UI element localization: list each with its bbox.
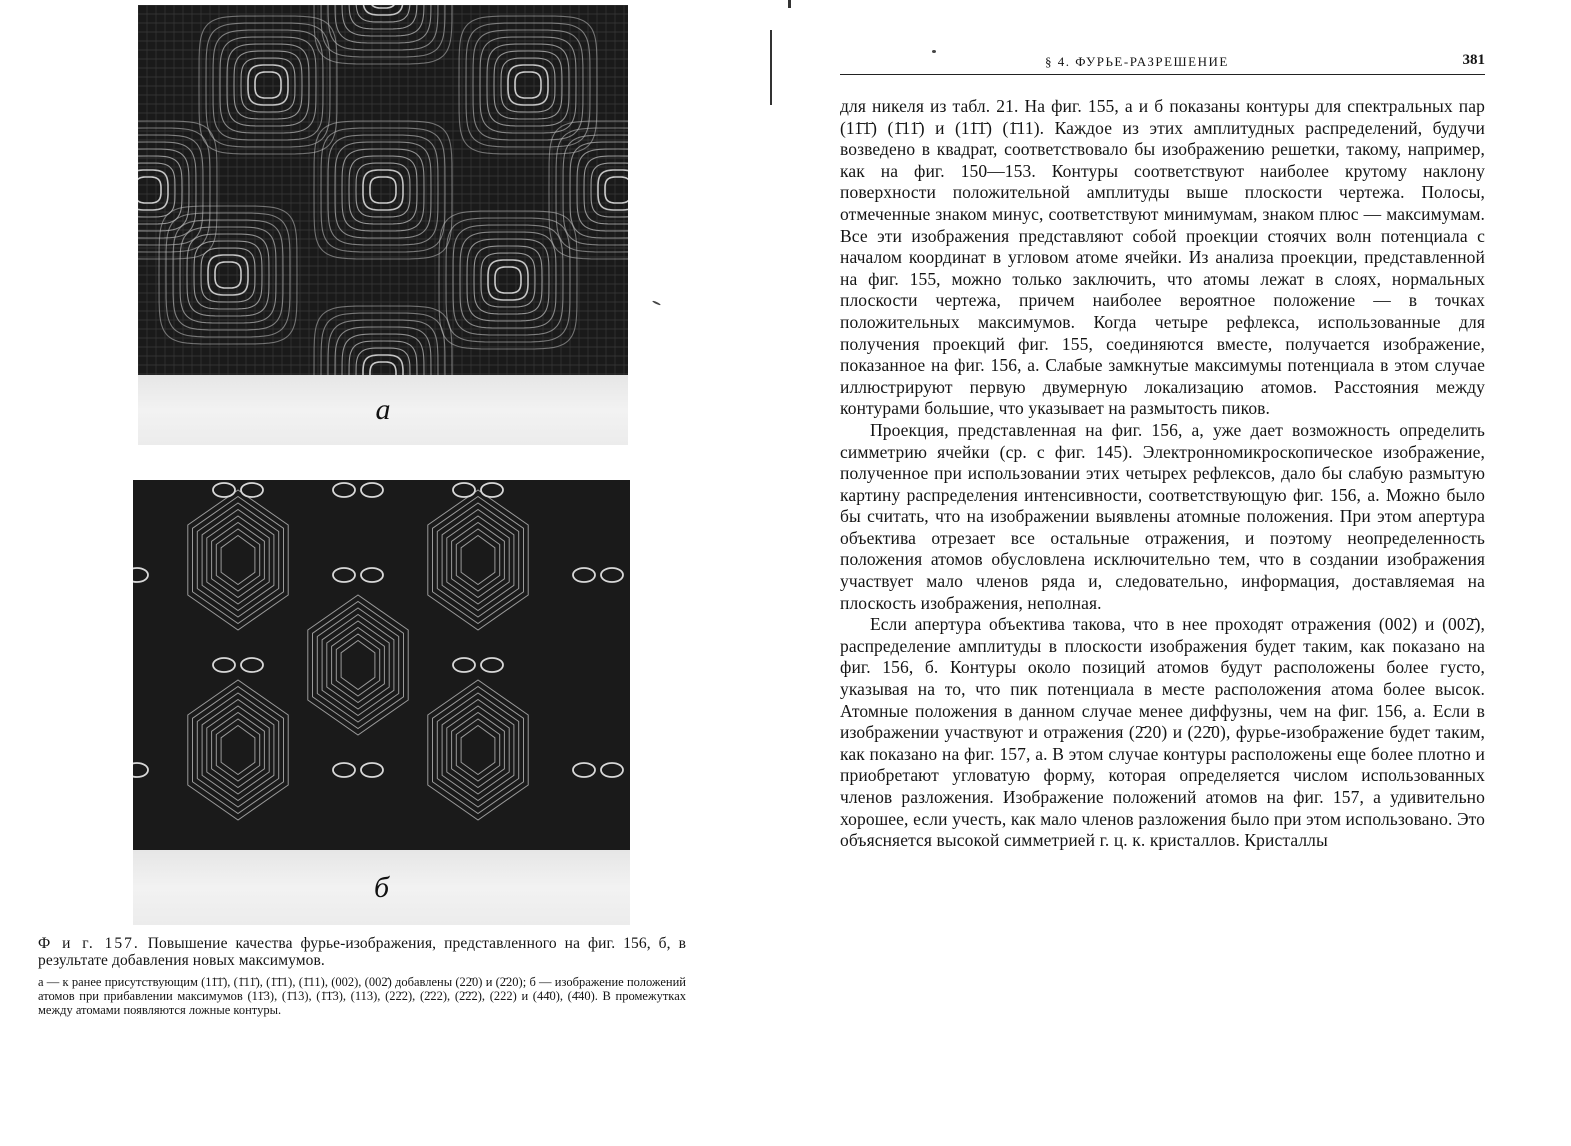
scan-speck (652, 300, 661, 306)
binding-mark-line (770, 30, 772, 105)
contour-image-b (133, 480, 630, 850)
contour-set (188, 490, 288, 630)
lobe-pair (333, 483, 383, 497)
lobe-pair (133, 568, 148, 582)
right-page (780, 0, 1571, 1146)
paragraph-1: для никеля из табл. 21. На фиг. 155, а и б показаны контуры для спектральных пар (11̄1̄) (1̄11̄) и (11̄1̄) (1̄11). Каждое из этих амплитудных распределений, будучи возведено в квадрат, соответствовало бы изображению решетки, такому, например, как на фиг. 150—153. Контуры соответствуют наиболее крутому наклону поверхности положительной амплитуды выше плоскости чертежа. Полосы, отмеченные знаком минус, соответствуют минимумам, знаком плюс — максимумам. Все эти изображения представляют собой проекции стоячих волн потенциала с началом координат в угловом атоме ячейки. Из анализа проекции, представленной на фиг. 155, можно только заключить, что атомы лежат в слоях, нормальных плоскости чертежа, причем наиболее вероятное положение — в точках положительных максимумов. Когда четыре рефлекса, использованные для получения проекций фиг. 155, соединяются вместе, получается изображение, показанное на фиг. 156, а. Слабые замкнутые максимумы потенциала в этом случае иллюстрируют первую двумерную локализацию атомов. Расстояния между контурами большие, что указывает на размытость пиков. (840, 96, 1485, 419)
lobe-pair (333, 568, 383, 582)
paragraph-2: Проекция, представленная на фиг. 156, а, уже дает возможность определить симметрию ячейки (ср. с фиг. 145). Электронномикроскопическое изображение, полученное при использовании этих четырех рефлексов, дало бы слабую размытую картину распределения интенсивности, соответствующую фиг. 156, а. Можно было бы считать, что на изображении выявлены атомные положения. При этом апертура объектива отрезает все остальные отражения, и поэтому неопределенность положения атомов обусловлена исключительно тем, что в создании изображения участвует мало членов ряда и, следовательно, информация, доставляемая на плоскость изображения, неполная. (840, 419, 1485, 613)
running-header (840, 50, 1485, 75)
caption-title-text: Повышение качества фурье-изображения, представленного на фиг. 156, б, в результате добавления новых максимумов. (38, 935, 687, 969)
panel-b-label: б (373, 870, 390, 904)
body-text (840, 96, 1485, 852)
contour-set (428, 490, 528, 630)
lobe-pair (213, 658, 263, 672)
figure-caption (38, 935, 686, 1017)
section-title: § 4. ФУРЬЕ-РАЗРЕШЕНИЕ (1045, 54, 1229, 69)
contour-set (439, 211, 577, 349)
contour-set (428, 680, 528, 820)
lobe-pair (573, 568, 623, 582)
caption-figure-number: Ф и г. 157. (38, 935, 140, 952)
contour-plot-b (133, 480, 630, 850)
page-number: 381 (1462, 52, 1485, 68)
contour-set (188, 680, 288, 820)
panel-b-label-strip (133, 850, 630, 925)
contour-set (314, 121, 452, 259)
contour-image-a (138, 5, 628, 375)
figure-157-panel-b (133, 480, 630, 925)
caption-description: а — к ранее присутствующим (11̄1̄), (1̄11̄), (1̄1̄1), (1̄11), (002), (002̄) добавлены (22̄0) и (2̄20); б — изображение положений атомов при прибавлении максимумов (11̄3), (1̄13), (1̄1̄3), (113), (22̄2), (2̄22), (2̄2̄2), (222) и (44̄0), (4̄40). В промежутках между атомами появляются ложные контуры. (38, 975, 686, 1017)
paragraph-3: Если апертура объектива такова, что в нее проходят отражения (002) и (002̄), распределение амплитуды в плоскости изображения будет таким, как показано на фиг. 156, б. Контуры около позиций атомов будут расположены более густо, указывая на то, что пик потенциала в месте расположения атома более высок. Атомные положения в данном случае менее диффузны, чем на фиг. 156, а. Если в изображении участвуют и отражения (2̄20) и (22̄0), фурье-изображение будет таким, как показано на фиг. 157, а. В этом случае контуры расположены еще более плотно и приобретают угловатую форму, которая определяется числом использованных членов разложения. Изображение положений атомов на фиг. 157, а удивительно хорошее, если учесть, как мало членов разложения было при этом использовано. Это объясняется высокой симметрией г. ц. к. кристаллов. Кристаллы (840, 614, 1485, 851)
contour-set (199, 16, 337, 154)
lobe-pair (453, 658, 503, 672)
left-page (0, 0, 760, 1146)
contour-plot-a (138, 5, 628, 375)
lobe-pair (573, 763, 623, 777)
panel-a-label: а (375, 393, 391, 426)
figure-157-panel-a (138, 5, 628, 445)
lobe-pair (333, 763, 383, 777)
caption-title (38, 935, 686, 969)
panel-a-label-strip (138, 375, 628, 445)
lobe-pair (133, 763, 148, 777)
contour-set (308, 595, 408, 735)
